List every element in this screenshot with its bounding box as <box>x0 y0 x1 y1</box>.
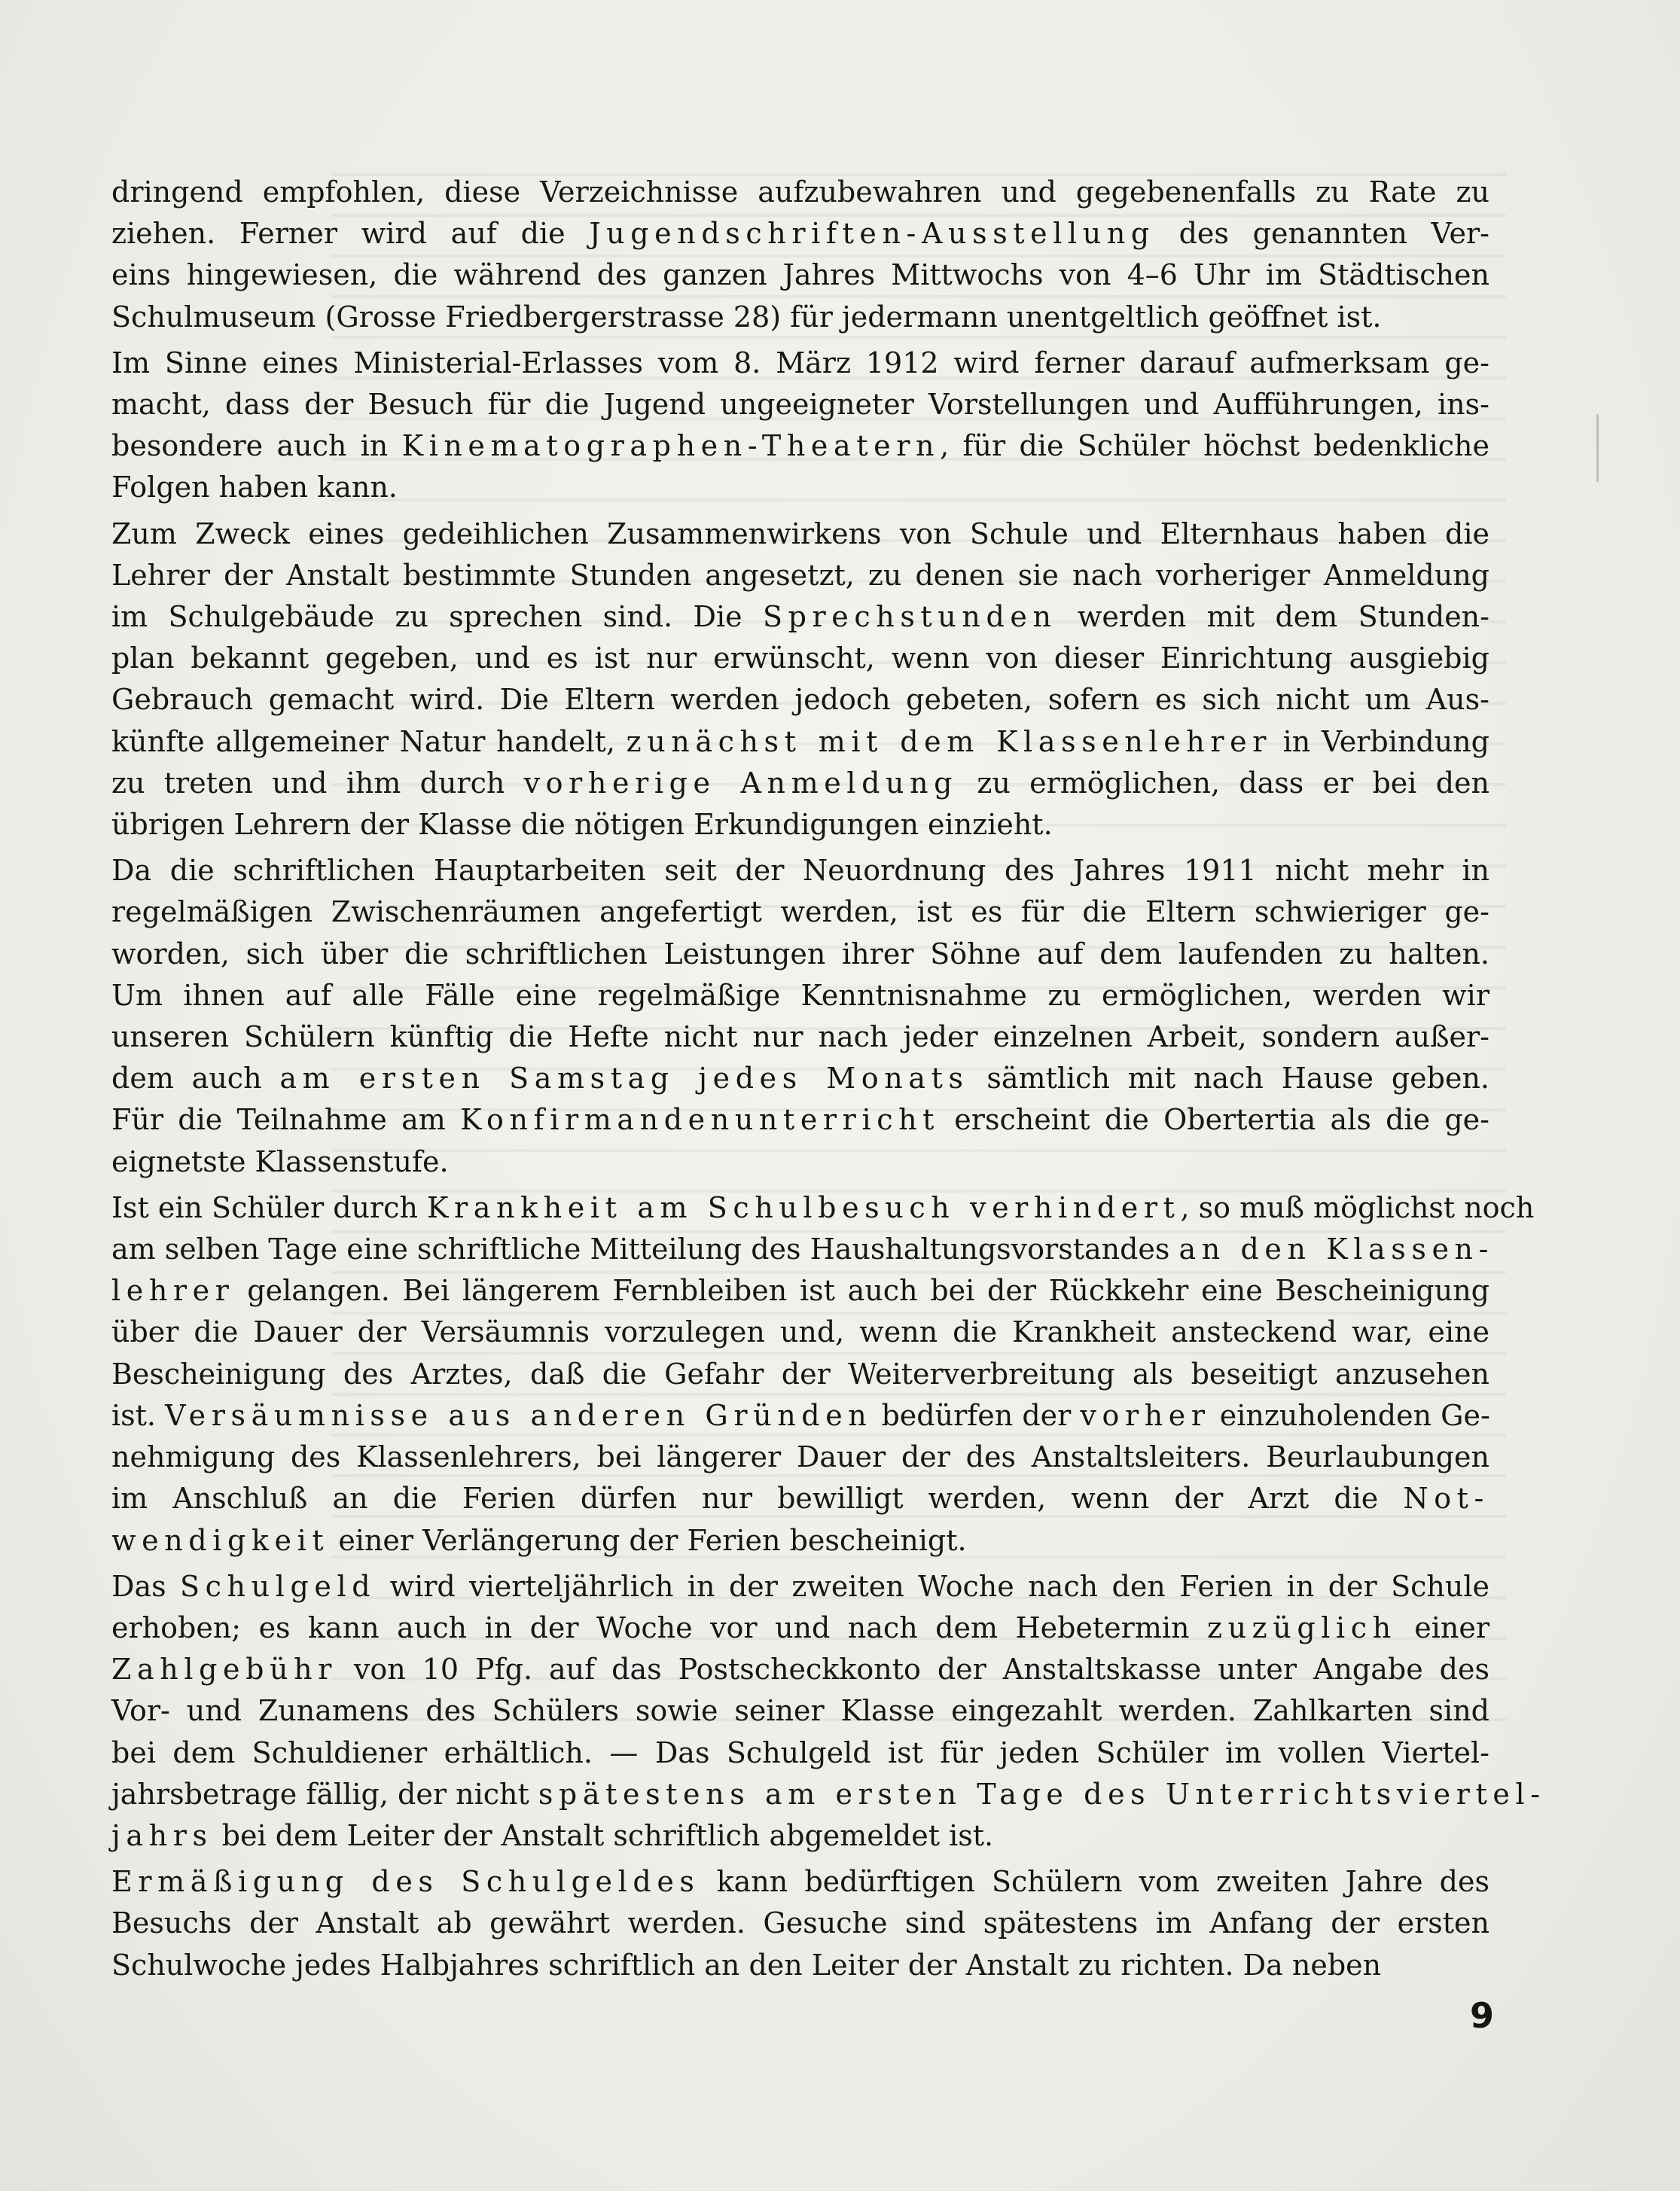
text-segment: unseren Schülern künftig die Hefte nicht nur nach jeder einzelnen Arbeit, sondern außer- <box>111 1020 1489 1054</box>
text-line <box>111 804 1489 846</box>
text-segment: am selben Tage eine schriftliche Mitteilung des Haushaltungsvorstandes <box>111 1233 1179 1266</box>
spaced-emphasis: Schulgeld <box>180 1569 377 1603</box>
text-segment: sämtlich mit nach Hause geben. <box>968 1062 1490 1096</box>
text-segment: Besuchs der Anstalt ab gewährt werden. Gesuche sind spätestens im Anfang der ersten <box>111 1906 1489 1940</box>
text-segment: Für die Teilnahme am <box>111 1103 461 1137</box>
spaced-emphasis: Zahlgebühr <box>111 1653 337 1687</box>
text-line <box>111 1520 1489 1562</box>
text-line <box>111 1649 1489 1690</box>
text-segment: regelmäßigen Zwischenräumen angefertigt werden, ist es für die Eltern schwieriger ge- <box>111 895 1489 929</box>
spaced-emphasis: Kinematographen-Theatern <box>401 429 941 463</box>
text-segment: nehmigung des Klassenlehrers, bei längerer Dauer der des Anstaltsleiters. Beurlaubungen <box>111 1440 1489 1474</box>
text-segment: künfte allgemeiner Natur handelt, <box>111 724 627 758</box>
text-segment: Ist ein Schüler durch <box>111 1190 428 1224</box>
text-segment: Das <box>111 1569 181 1603</box>
paragraph-p7 <box>111 1861 1489 1986</box>
text-line <box>111 934 1489 975</box>
text-segment: besondere auch in <box>111 429 402 463</box>
text-segment: wird vierteljährlich in der zweiten Woche nach den Ferien in der Schule <box>376 1569 1490 1603</box>
text-segment: einer Verlängerung der Ferien bescheinigt. <box>329 1523 967 1557</box>
text-line <box>111 425 1489 467</box>
text-line <box>111 1732 1489 1774</box>
paragraph-p2 <box>111 343 1489 509</box>
text-segment: Um ihnen auf alle Fälle eine regelmäßige Kenntnisnahme zu ermöglichen, werden wir <box>111 978 1489 1012</box>
page-number: 9 <box>1470 1995 1495 2036</box>
text-line <box>111 384 1489 425</box>
spaced-emphasis: lehrer <box>111 1274 235 1308</box>
text-segment: dringend empfohlen, diese Verzeichnisse aufzubewahren und gegebenenfalls zu Rate zu <box>111 175 1489 209</box>
text-line <box>111 763 1489 804</box>
text-segment: erhoben; es kann auch in der Woche vor und nach dem Hebetermin <box>111 1610 1207 1644</box>
spaced-emphasis: zunächst mit dem Klassenlehrer <box>626 724 1272 758</box>
text-line <box>111 1774 1546 1815</box>
paragraph-p5 <box>111 1187 1535 1562</box>
text-segment: einzuholenden Ge- <box>1210 1398 1490 1432</box>
text-line <box>111 1187 1535 1229</box>
text-segment: Lehrer der Anstalt bestimmte Stunden angesetzt, zu denen sie nach vorheriger Anmeldung <box>111 558 1489 592</box>
text-line <box>111 1566 1489 1607</box>
text-line <box>111 213 1489 254</box>
text-segment: Gebrauch gemacht wird. Die Eltern werden jedoch gebeten, sofern es sich nicht um Aus- <box>111 683 1489 717</box>
text-segment: zu ermöglichen, dass er bei den <box>958 766 1489 800</box>
text-segment: dem auch <box>111 1062 280 1096</box>
text-segment: eignetste Klassenstufe. <box>111 1144 449 1178</box>
spaced-emphasis: am ersten Samstag jedes Monats <box>279 1062 969 1096</box>
body-text <box>111 172 1546 1991</box>
text-line <box>111 1903 1489 1944</box>
spaced-emphasis: an den Klassen- <box>1178 1233 1495 1266</box>
spaced-emphasis: Jugendschriften-Ausstellung <box>589 217 1155 251</box>
text-segment: Schulmuseum (Grosse Friedbergerstrasse 28) für jedermann unentgeltlich geöffnet ist. <box>111 300 1382 334</box>
spaced-emphasis: jahrs <box>111 1818 213 1852</box>
text-segment: in Verbindung <box>1271 724 1489 758</box>
text-line <box>111 1270 1489 1312</box>
text-line <box>111 891 1489 933</box>
text-segment: von 10 Pfg. auf das Postscheckkonto der Anstaltskasse unter Angabe des <box>337 1653 1489 1687</box>
text-segment: bedürfen der <box>872 1398 1081 1432</box>
text-line <box>111 1478 1489 1519</box>
text-segment: Vor- und Zunamens des Schülers sowie seiner Klasse eingezahlt werden. Zahlkarten sind <box>111 1694 1489 1728</box>
spaced-emphasis: spätestens am ersten Tage des Unterrichtsviertel- <box>538 1777 1546 1811</box>
spaced-emphasis: vorher <box>1080 1398 1211 1432</box>
text-line <box>111 1016 1489 1058</box>
paragraph-p4 <box>111 850 1489 1183</box>
text-segment: im Anschluß an die Ferien dürfen nur bewilligt werden, wenn der Arzt die <box>111 1482 1404 1516</box>
text-line <box>111 1229 1495 1270</box>
text-line <box>111 1141 1489 1183</box>
spaced-emphasis: Konfirmandenunterricht <box>460 1103 941 1137</box>
text-line <box>111 1437 1489 1478</box>
text-line <box>111 1607 1489 1649</box>
text-line <box>111 596 1489 638</box>
paragraph-p6 <box>111 1566 1546 1857</box>
text-segment: macht, dass der Besuch für die Jugend ungeeigneter Vorstellungen und Aufführungen, ins- <box>111 388 1489 422</box>
text-line <box>111 1815 1489 1857</box>
text-segment: erscheint die Obertertia als die ge- <box>940 1103 1489 1137</box>
text-line <box>111 1312 1489 1353</box>
spaced-emphasis: Krankheit am Schulbesuch verhindert <box>427 1190 1181 1224</box>
text-segment: Schulwoche jedes Halbjahres schriftlich an den Leiter der Anstalt zu richten. Da neben <box>111 1948 1382 1982</box>
text-segment: Folgen haben kann. <box>111 471 398 504</box>
spaced-emphasis: Ermäßigung des Schulgeldes <box>111 1865 700 1899</box>
spaced-emphasis: Sprechstunden <box>762 600 1057 634</box>
spaced-emphasis: wendigkeit <box>111 1523 330 1557</box>
text-segment: werden mit dem Stunden- <box>1056 600 1489 634</box>
text-segment: ziehen. Ferner wird auf die <box>111 217 590 251</box>
text-line <box>111 343 1489 384</box>
text-segment: im Schulgebäude zu sprechen sind. Die <box>111 600 763 634</box>
paragraph-p3 <box>111 513 1489 846</box>
text-segment: über die Dauer der Versäumnis vorzulegen und, wenn die Krankheit ansteckend war, eine <box>111 1315 1489 1349</box>
spaced-emphasis: Versäumnisse aus anderen Gründen <box>165 1398 873 1432</box>
paragraph-p1 <box>111 172 1489 338</box>
text-line <box>111 1945 1489 1986</box>
text-segment: , für die Schüler höchst bedenkliche <box>940 429 1489 463</box>
text-line <box>111 850 1489 891</box>
text-segment: bei dem Leiter der Anstalt schriftlich abgemeldet ist. <box>212 1818 994 1852</box>
text-segment: einer <box>1396 1610 1489 1644</box>
text-segment: ist. <box>111 1398 166 1432</box>
text-segment: Zum Zweck eines gedeihlichen Zusammenwirkens von Schule und Elternhaus haben die <box>111 517 1489 550</box>
text-line <box>111 1058 1489 1099</box>
text-line <box>111 1861 1489 1903</box>
text-line <box>111 1395 1489 1437</box>
text-segment: Bescheinigung des Arztes, daß die Gefahr der Weiterverbreitung als beseitigt anzusehen <box>111 1357 1489 1391</box>
text-line <box>111 513 1489 555</box>
margin-mark <box>1596 414 1599 482</box>
spaced-emphasis: Not- <box>1403 1482 1489 1516</box>
spaced-emphasis: zuzüglich <box>1206 1610 1397 1644</box>
text-segment: kann bedürftigen Schülern vom zweiten Jahre des <box>700 1865 1489 1899</box>
text-line <box>111 555 1489 596</box>
text-segment: des genannten Ver- <box>1154 217 1489 251</box>
text-line <box>111 1354 1489 1395</box>
text-line <box>111 254 1489 296</box>
text-segment: plan bekannt gegeben, und es ist nur erwünscht, wenn von dieser Einrichtung ausgiebig <box>111 641 1489 675</box>
text-line <box>111 297 1489 338</box>
text-line <box>111 1099 1489 1141</box>
text-segment: bei dem Schuldiener erhältlich. — Das Schulgeld ist für jeden Schüler im vollen Viertel- <box>111 1735 1489 1769</box>
text-segment: gelangen. Bei längerem Fernbleiben ist auch bei der Rückkehr eine Bescheinigung <box>234 1274 1489 1308</box>
text-line <box>111 721 1489 763</box>
text-segment: zu treten und ihm durch <box>111 766 524 800</box>
text-segment: Im Sinne eines Ministerial-Erlasses vom 8. März 1912 wird ferner darauf aufmerksam ge- <box>111 346 1489 379</box>
text-line <box>111 467 1489 508</box>
text-line <box>111 638 1489 679</box>
text-segment: worden, sich über die schriftlichen Leistungen ihrer Söhne auf dem laufenden zu halten. <box>111 937 1489 971</box>
text-line <box>111 1690 1489 1732</box>
text-segment: übrigen Lehrern der Klasse die nötigen Erkundigungen einzieht. <box>111 808 1053 842</box>
text-segment: jahrsbetrage fällig, der nicht <box>111 1777 538 1811</box>
text-line <box>111 975 1489 1016</box>
text-segment: Da die schriftlichen Hauptarbeiten seit der Neuordnung des Jahres 1911 nicht mehr in <box>111 854 1489 888</box>
text-line <box>111 172 1489 213</box>
spaced-emphasis: vorherige Anmeldung <box>523 766 959 800</box>
text-segment: , so muß möglichst noch <box>1180 1190 1535 1224</box>
text-line <box>111 679 1489 721</box>
text-segment: eins hingewiesen, die während des ganzen Jahres Mittwochs von 4–6 Uhr im Städtischen <box>111 258 1489 292</box>
